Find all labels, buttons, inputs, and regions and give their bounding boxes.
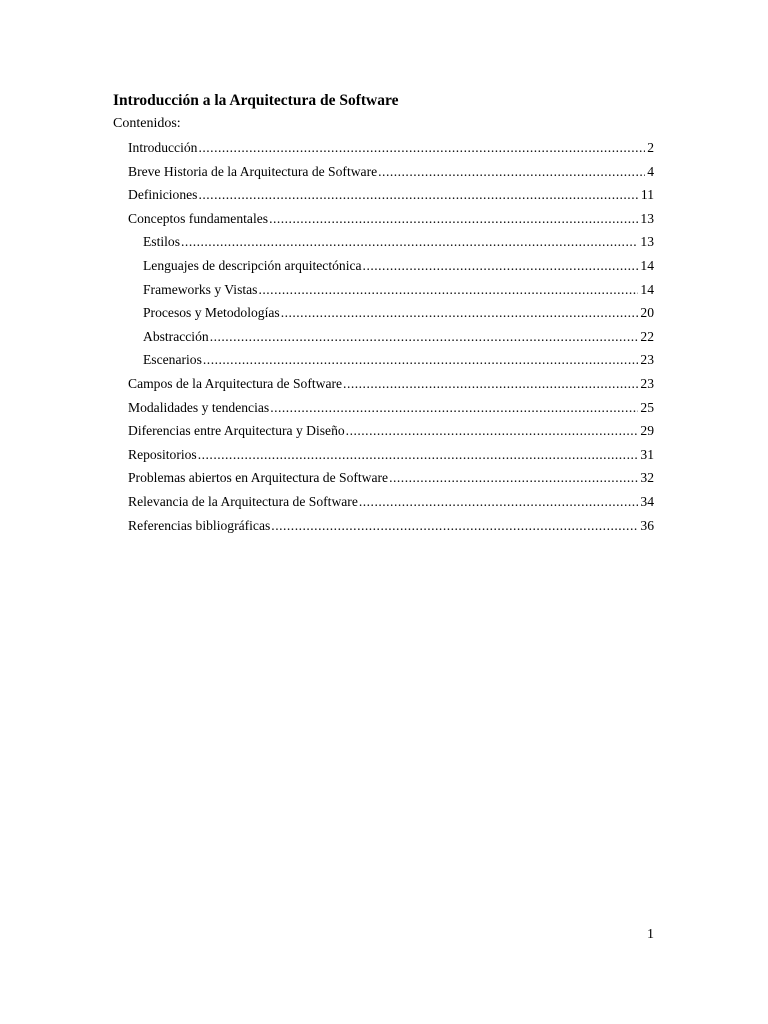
toc-entry-label: Breve Historia de la Arquitectura de Software [128, 163, 378, 179]
toc-entry-label: Escenarios [143, 352, 202, 368]
toc-entry-page: 13 [640, 210, 654, 226]
toc-entry-page: 14 [640, 258, 654, 273]
toc-leader-dots [210, 328, 639, 346]
toc-entry-page: 36 [640, 517, 654, 533]
toc-leader-dots [269, 210, 638, 228]
toc-entry[interactable] [128, 375, 654, 393]
toc-entry-page: 25 [640, 399, 654, 415]
toc-entry-page: 14 [640, 281, 654, 297]
toc-entry[interactable] [128, 446, 654, 464]
toc-entry-page: 2 [647, 140, 654, 155]
toc-entry-label: Procesos y Metodologías [143, 305, 280, 321]
toc-leader-dots [198, 446, 639, 464]
toc-heading: Contenidos: [113, 116, 181, 131]
toc-entry-label: Lenguajes de descripción arquitectónica [143, 258, 362, 273]
toc-entry[interactable] [143, 257, 654, 275]
page-number: 1 [647, 927, 654, 942]
toc-entry[interactable] [143, 328, 654, 346]
toc-leader-dots [346, 422, 639, 440]
toc-entry[interactable] [143, 233, 654, 251]
toc-leader-dots [203, 351, 639, 369]
toc-entry-label: Estilos [143, 234, 181, 250]
toc-entry-page: 31 [640, 446, 654, 462]
toc-entry[interactable] [143, 304, 654, 322]
toc-entry-label: Referencias bibliográficas [128, 517, 271, 533]
toc-entry-label: Abstracción [143, 328, 209, 344]
toc-entry[interactable] [128, 469, 654, 487]
toc-entry-label: Modalidades y tendencias [128, 399, 270, 415]
toc-entry[interactable] [143, 281, 654, 299]
toc-leader-dots [359, 493, 639, 511]
toc-entry[interactable] [128, 517, 654, 535]
toc-entry-page: 23 [640, 376, 654, 391]
toc-entry-page: 29 [640, 423, 654, 439]
toc-entry-label: Repositorios [128, 446, 197, 462]
toc-leader-dots [378, 163, 645, 181]
toc-entry-label: Problemas abiertos en Arquitectura de Software [128, 470, 389, 486]
toc-entry-page: 22 [640, 328, 654, 344]
toc-leader-dots [281, 304, 639, 322]
toc-leader-dots [271, 517, 638, 535]
toc-leader-dots [343, 375, 638, 393]
toc-entry[interactable] [128, 210, 654, 228]
toc-entry-label: Definiciones [128, 187, 198, 203]
toc-entry[interactable] [143, 351, 654, 369]
toc-entry-label: Campos de la Arquitectura de Software [128, 376, 343, 391]
toc-entry[interactable] [128, 422, 654, 440]
toc-leader-dots [389, 469, 638, 487]
toc-entry-label: Frameworks y Vistas [143, 281, 258, 297]
toc-leader-dots [181, 233, 638, 251]
document-title: Introducción a la Arquitectura de Software [113, 92, 399, 109]
toc-entry-page: 32 [640, 470, 654, 486]
toc-entry-page: 13 [640, 234, 654, 250]
toc-entry-label: Conceptos fundamentales [128, 210, 269, 226]
toc-entry-page: 4 [647, 163, 654, 179]
toc-entry-page: 34 [640, 494, 654, 509]
toc-entry-label: Diferencias entre Arquitectura y Diseño [128, 423, 345, 439]
toc-entry[interactable] [128, 493, 654, 511]
toc-entry-page: 11 [640, 187, 654, 203]
toc-leader-dots [270, 399, 638, 417]
toc-entry[interactable] [128, 186, 654, 204]
toc-entry-label: Relevancia de la Arquitectura de Software [128, 494, 358, 509]
toc-entry[interactable] [128, 163, 654, 181]
toc-leader-dots [198, 139, 645, 157]
toc-entry-page: 20 [640, 305, 654, 321]
toc-entry-label: Introducción [128, 140, 198, 155]
toc-entry[interactable] [128, 399, 654, 417]
toc-leader-dots [363, 257, 639, 275]
toc-entry[interactable] [128, 139, 654, 157]
toc-leader-dots [258, 281, 638, 299]
toc-entry-page: 23 [640, 352, 654, 368]
toc-leader-dots [198, 186, 638, 204]
